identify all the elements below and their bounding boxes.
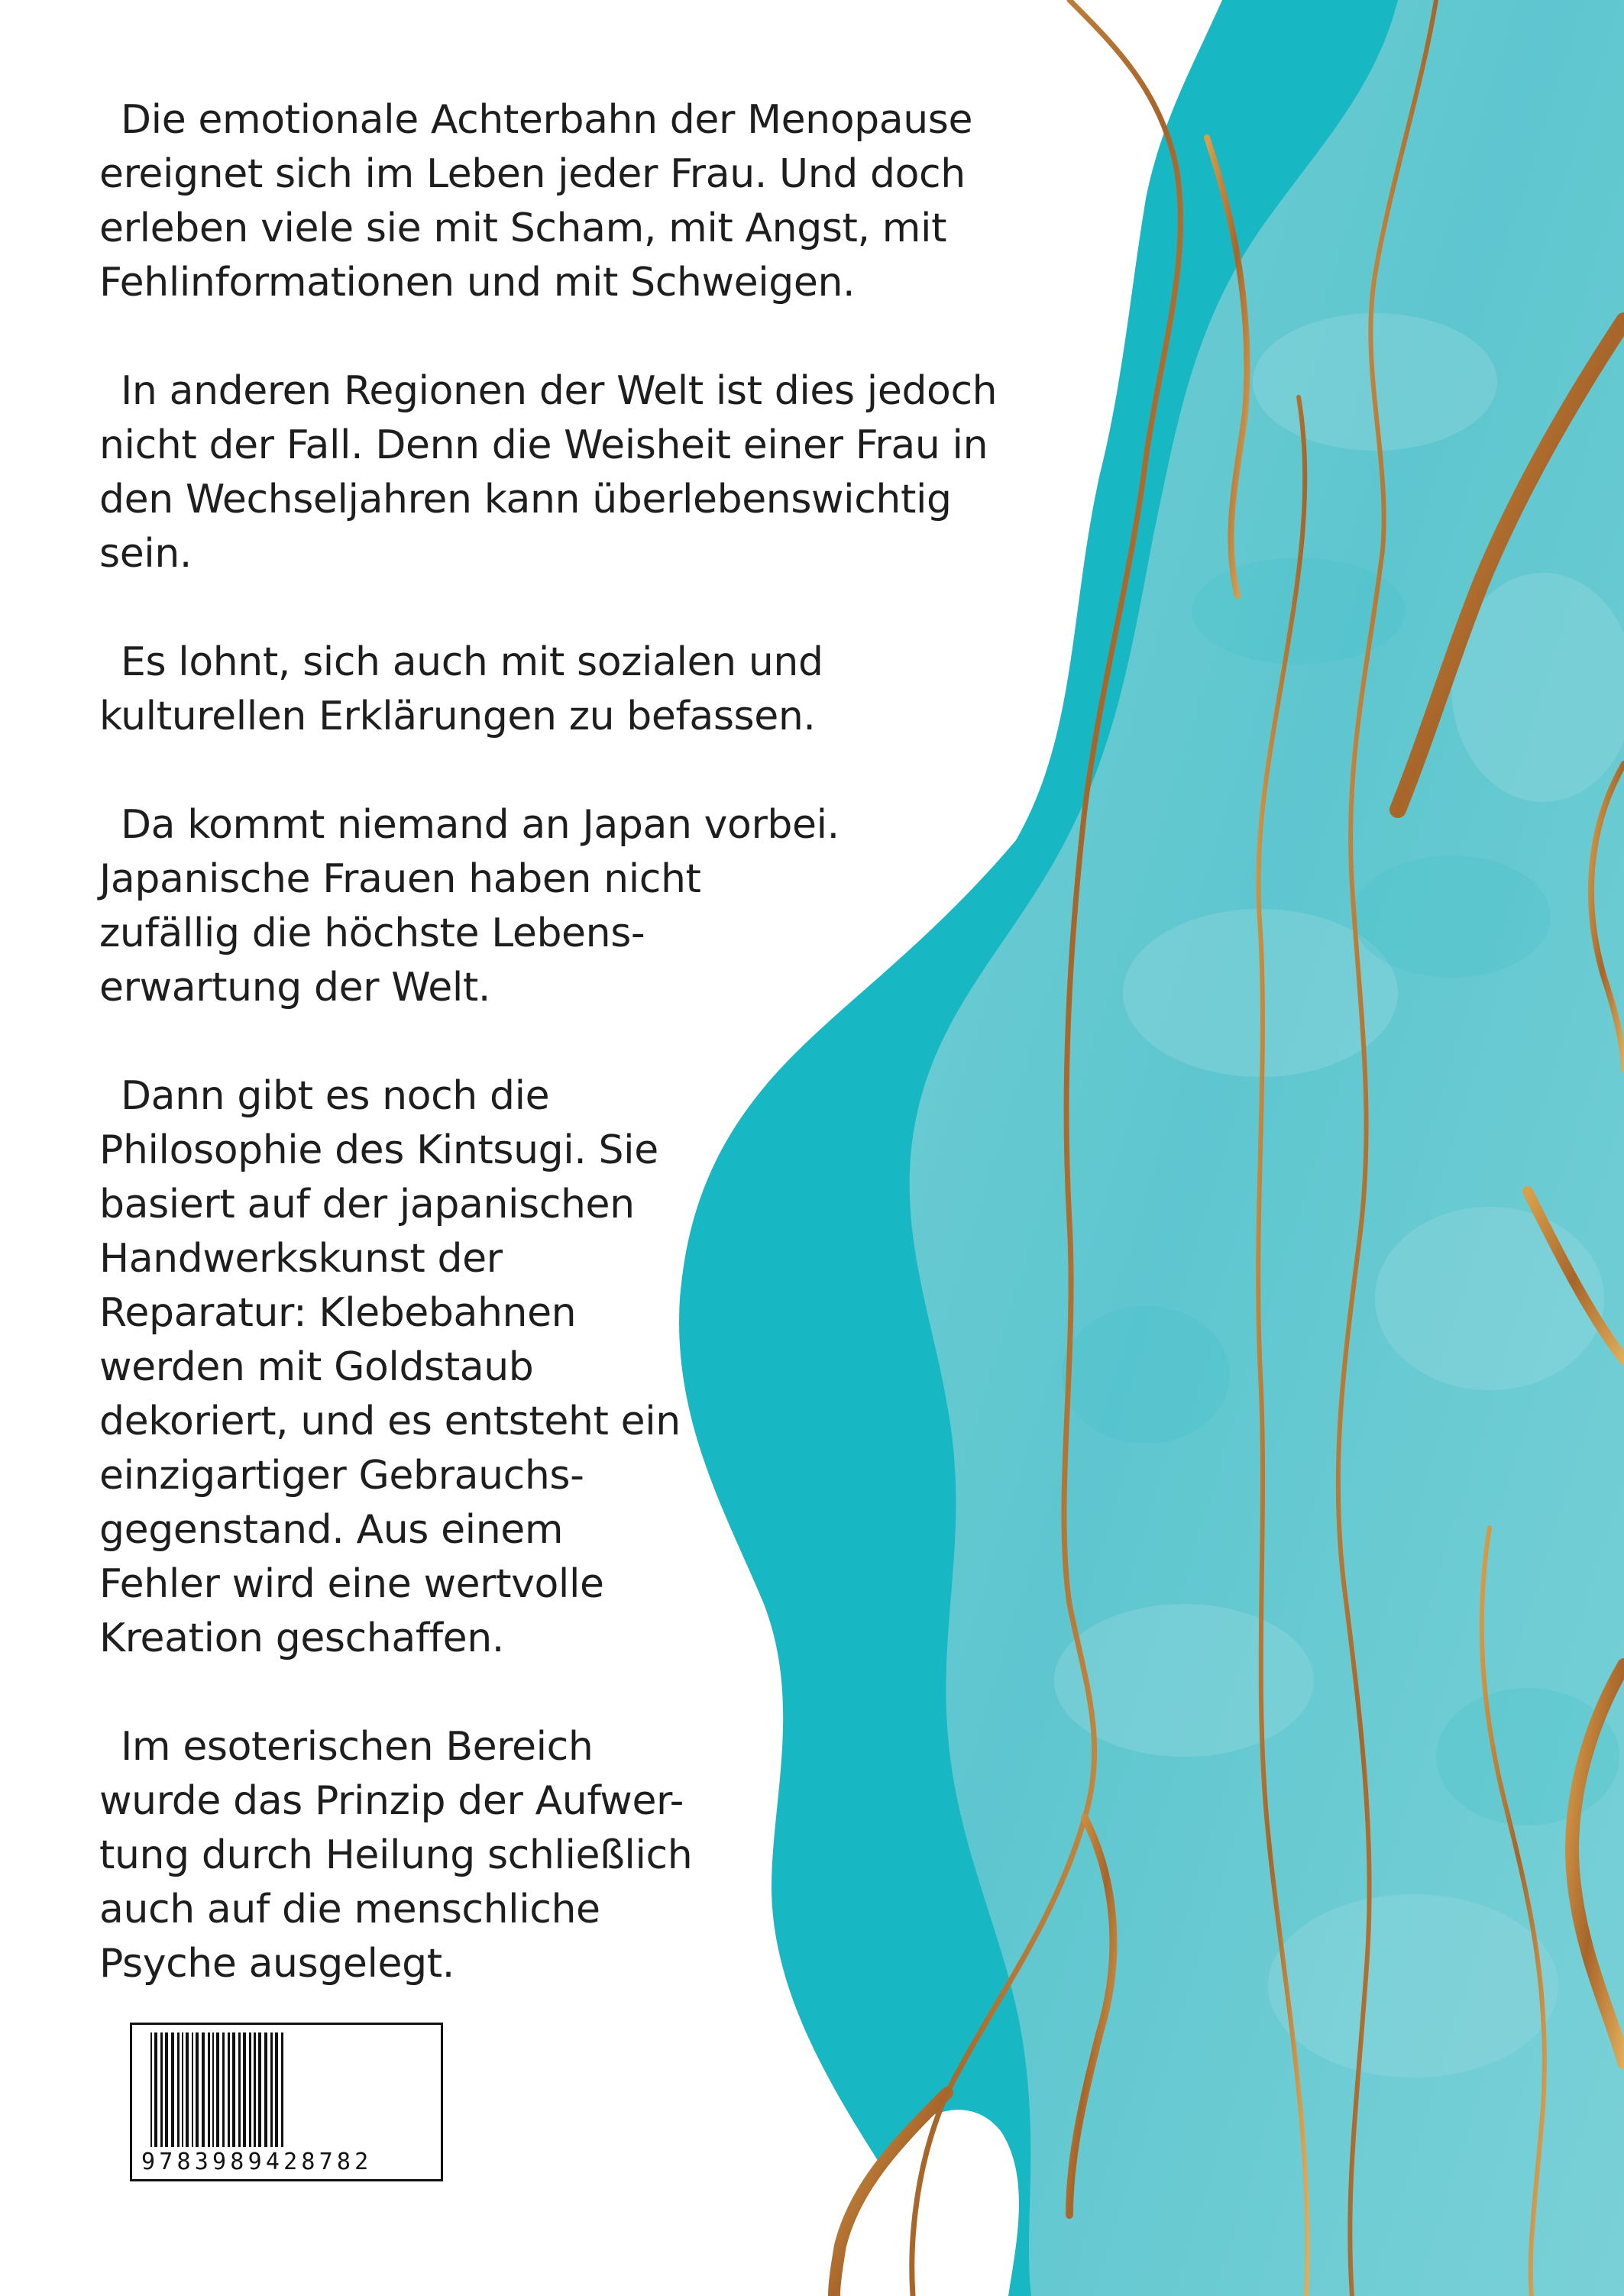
paragraph-line: Fehlinformationen und mit Schweigen. [99, 260, 856, 306]
paragraph-line: wurde das Prinzip der Aufwer- [99, 1778, 684, 1824]
paragraph-line: sein. [99, 531, 192, 577]
paragraph-line: Handwerkskunst der [99, 1236, 503, 1282]
barcode-bar [186, 2032, 189, 2147]
barcode-bar [212, 2032, 214, 2147]
paragraph-line: erwartung der Welt. [99, 965, 491, 1011]
barcode-bar [222, 2032, 225, 2147]
paragraph-line: dekoriert, und es entsteht ein [99, 1399, 681, 1444]
blurb-text [99, 93, 1062, 2045]
paragraph-line: Im esoterischen Bereich [121, 1724, 594, 1770]
paragraph [99, 364, 1062, 581]
barcode-bar [270, 2032, 273, 2147]
barcode-bar [238, 2032, 241, 2147]
barcode-bar [182, 2032, 183, 2147]
paragraph-line: einzigartiger Gebrauchs- [99, 1453, 584, 1499]
barcode-bar [196, 2032, 199, 2147]
paragraph-line: Japanische Frauen haben nicht [99, 856, 701, 902]
paragraph-line: Psyche ausgelegt. [99, 1941, 455, 1987]
barcode-bar [264, 2032, 267, 2147]
barcode-bar [258, 2032, 261, 2147]
paragraph-line: nicht der Fall. Denn die Weisheit einer Frau in [99, 422, 988, 468]
paragraph [99, 635, 1062, 744]
barcode-bar [171, 2032, 174, 2147]
barcode-bar [165, 2032, 168, 2147]
paragraph-line: ereignet sich im Leben jeder Frau. Und doch [99, 151, 966, 197]
paragraph-line: Da kommt niemand an Japan vorbei. [121, 802, 839, 848]
barcode-bar [192, 2032, 193, 2147]
paragraph-line: erleben viele sie mit Scham, mit Angst, mit [99, 205, 947, 251]
paragraph-line: Kreation geschaffen. [99, 1615, 504, 1661]
barcode-bar [228, 2032, 230, 2147]
paragraph-line: Die emotionale Achterbahn der Menopause [121, 97, 973, 143]
barcode-bar [160, 2032, 163, 2147]
barcode-bar [150, 2032, 152, 2147]
barcode-bar [243, 2032, 246, 2147]
paragraph-line: tung durch Heilung schließlich [99, 1832, 693, 1878]
barcode-bar [216, 2032, 219, 2147]
barcode-bar [232, 2032, 235, 2147]
paragraph-line: den Wechseljahren kann überlebenswichtig [99, 477, 952, 522]
paragraph [99, 1069, 1062, 1666]
paragraph-line: zufällig die höchste Lebens- [99, 910, 645, 956]
isbn-barcode [130, 2023, 443, 2181]
barcode-bar [154, 2032, 157, 2147]
paragraph-line: In anderen Regionen der Welt ist dies jedoch [121, 368, 998, 414]
paragraph-line: Reparatur: Klebebahnen [99, 1290, 577, 1336]
paragraph-line: basiert auf der japanischen [99, 1182, 635, 1227]
paragraph-line: Fehler wird eine wertvolle [99, 1561, 604, 1607]
paragraph-line: werden mit Goldstaub [99, 1344, 534, 1390]
barcode-bar [281, 2032, 283, 2147]
barcode-bar [208, 2032, 210, 2147]
paragraph-line: Dann gibt es noch die [121, 1073, 550, 1119]
barcode-bar [275, 2032, 278, 2147]
isbn-digits: 9783989428782 [141, 2149, 373, 2175]
paragraph-line: kulturellen Erklärungen zu befassen. [99, 694, 816, 739]
paragraph [99, 93, 1062, 310]
paragraph-line: auch auf die menschliche [99, 1887, 600, 1932]
barcode-bar [202, 2032, 205, 2147]
barcode-bar [177, 2032, 180, 2147]
barcode-bar [249, 2032, 251, 2147]
barcode-bar [254, 2032, 256, 2147]
paragraph-line: Es lohnt, sich auch mit sozialen und [121, 639, 823, 685]
paragraph-line: Philosophie des Kintsugi. Sie [99, 1127, 658, 1173]
paragraph [99, 798, 1062, 1015]
paragraph-line: gegenstand. Aus einem [99, 1507, 564, 1553]
paragraph [99, 1720, 1062, 1991]
